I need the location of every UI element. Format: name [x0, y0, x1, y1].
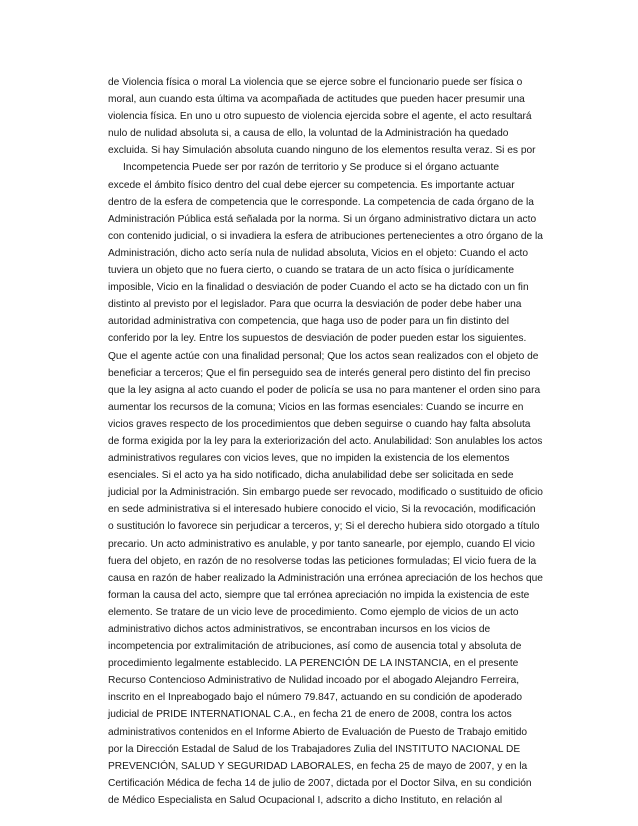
- text-line: Incompetencia Puede ser por razón de territorio y Se produce si el órgano actuante: [123, 162, 500, 174]
- text-line: vicios graves respecto de los procedimientos que deben seguirse o cuando hay falta absoluta: [108, 418, 531, 430]
- text-line: excluida. Si hay Simulación absoluta cuando ninguno de los elementos resulta veraz. Si es por: [108, 145, 536, 157]
- text-line: Certificación Médica de fecha 14 de julio de 2007, dictada por el Doctor Silva, en su condición: [108, 777, 532, 789]
- text-line: forman la causa del acto, siempre que tal errónea apreciación no impida la existencia de este: [108, 589, 530, 601]
- text-line: por la Dirección Estadal de Salud de los Trabajadores Zulia del INSTITUTO NACIONAL DE: [108, 743, 521, 755]
- text-line: distinto al previsto por el legislador. Para que ocurra la desviación de poder debe haber una: [108, 299, 522, 311]
- text-line: imposible, Vicio en la finalidad o desviación de poder Cuando el acto se ha dictado con un fin: [108, 282, 529, 294]
- text-line: elemento. Se tratare de un vicio leve de procedimiento. Como ejemplo de vicios de un acto: [108, 606, 519, 618]
- text-line: autoridad administrativa con competencia, que haga uso de poder para un fin distinto del: [108, 316, 509, 328]
- text-line: beneficiar a terceros; Que el fin perseguido sea de interés general pero distinto del fin preciso: [108, 367, 531, 379]
- text-line: causa en razón de haber realizado la Administración una errónea apreciación de los hechos que: [108, 572, 543, 584]
- text-line: conferido por la ley. Entre los supuestos de desviación de poder pueden estar los siguientes.: [108, 333, 527, 345]
- text-line: nulo de nulidad absoluta si, a causa de ello, la voluntad de la Administración ha quedado: [108, 128, 509, 140]
- text-line: Recurso Contencioso Administrativo de Nulidad incoado por el abogado Alejandro Ferreira,: [108, 675, 520, 687]
- text-line: excede el ámbito físico dentro del cual debe ejercer su competencia. Es importante actuar: [108, 179, 515, 191]
- text-line: judicial de PRIDE INTERNATIONAL C.A., en fecha 21 de enero de 2008, contra los actos: [108, 709, 512, 721]
- text-line: de Médico Especialista en Salud Ocupacional I, adscrito a dicho Instituto, en relación al: [108, 794, 503, 806]
- text-line: tuviera un objeto que no fuera cierto, o cuando se tratara de un acto física o jurídicamente: [108, 265, 515, 277]
- text-line: dentro de la esfera de competencia que le corresponde. La competencia de cada órgano de la: [108, 196, 534, 208]
- text-line: administrativos contenidos en el Informe Abierto de Evaluación de Puesto de Trabajo emitido: [108, 726, 528, 738]
- text-line: fuera del objeto, en razón de no resolverse todas las peticiones formuladas; El vicio fuera de la: [108, 555, 537, 567]
- text-line: Administración, dicho acto sería nula de nulidad absoluta, Vicios en el objeto: Cuando el acto: [108, 247, 529, 259]
- text-line: o sustitución lo favorece sin perjudicar a terceros, y; Si el derecho hubiera sido otorgado a título: [108, 521, 540, 533]
- text-line: Que el agente actúe con una finalidad personal; Que los actos sean realizados con el objeto de: [108, 350, 539, 362]
- text-line: de Violencia física o moral La violencia que se ejerce sobre el funcionario puede ser física o: [108, 77, 523, 88]
- body-text: [108, 74, 548, 809]
- text-line: con contenido judicial, o si invadiera la esfera de atribuciones pertenecientes a otro órgano de la: [108, 230, 543, 242]
- text-line: de forma exigida por la ley para la exteriorización del acto. Anulabilidad: Son anulables los actos: [108, 435, 543, 447]
- text-line: administrativo dichos actos administrativos, se encontraban incursos en los vicios de: [108, 624, 491, 635]
- text-line: que la ley asigna al acto cuando el poder de policía se usa no para mantener el orden sino para: [108, 384, 541, 396]
- text-line: PREVENCIÓN, SALUD Y SEGURIDAD LABORALES, en fecha 25 de mayo de 2007, y en la: [108, 760, 528, 772]
- text-line: esenciales. Si el acto ya ha sido notificado, dicha anulabilidad debe ser solicitada en sede: [108, 470, 514, 482]
- text-line: precario. Un acto administrativo es anulable, y por tanto sanearle, por ejemplo, cuando El vicio: [108, 538, 535, 550]
- text-line: procedimiento legalmente establecido. LA PERENCIÓN DE LA INSTANCIA, en el presente: [108, 658, 519, 670]
- text-line: violencia física. En uno u otro supuesto de violencia ejercida sobre el agente, el acto resultará: [108, 111, 532, 123]
- text-line: moral, aun cuando esta última va acompañada de actitudes que pueden hacer presumir una: [108, 94, 525, 106]
- text-line: Administración Pública está señalada por la norma. Si un órgano administrativo dictara un acto: [108, 213, 537, 225]
- text-line: inscrito en el Inpreabogado bajo el número 79.847, actuando en su condición de apoderado: [108, 692, 523, 704]
- text-line: judicial por la Administración. Sin embargo puede ser revocado, modificado o sustituido de oficio: [108, 487, 543, 499]
- text-line: administrativos regulares con vicios leves, que no impiden la existencia de los elementos: [108, 453, 510, 465]
- text-line: en sede administrativa si el interesado hubiere conocido el vicio, Si la revocación, modificación: [108, 504, 536, 516]
- text-line: incompetencia por extralimitación de atribuciones, así como de ausencia total y absoluta de: [108, 641, 522, 653]
- text-line: aumentar los recursos de la comuna; Vicios en las formas esenciales: Cuando se incurre en: [108, 401, 524, 413]
